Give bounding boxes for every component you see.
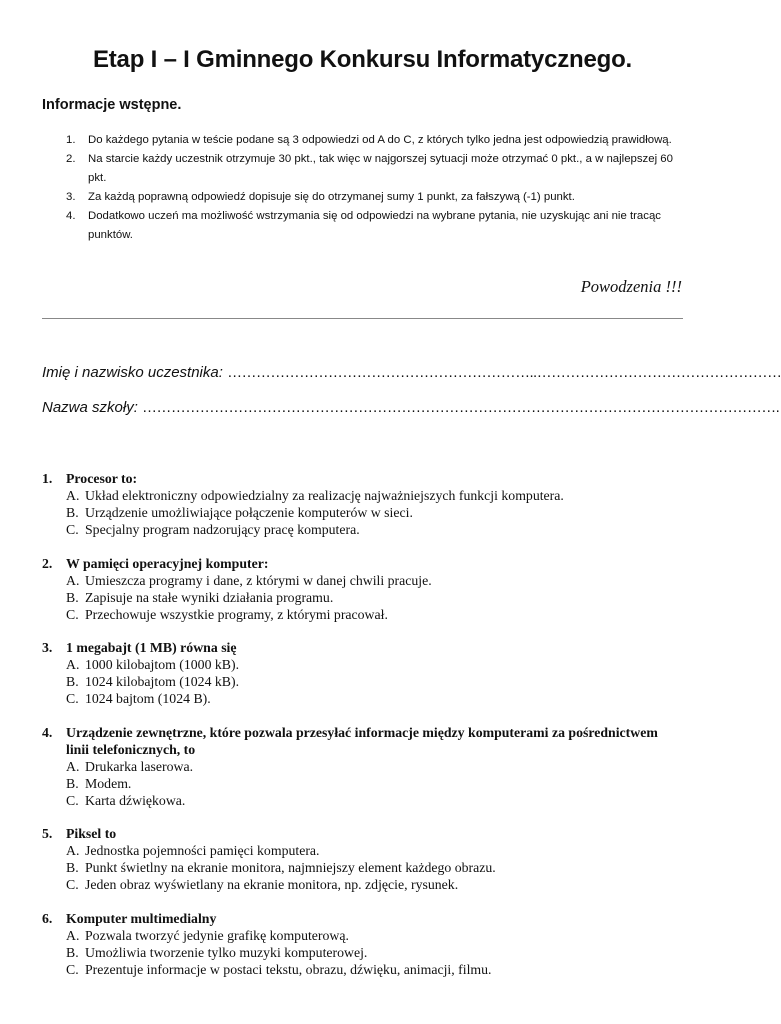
question-number: 4. <box>42 724 53 740</box>
option-letter: C. <box>66 691 79 706</box>
info-item-number: 1. <box>66 134 76 146</box>
good-luck-text: Powodzenia !!! <box>580 277 682 296</box>
option-letter: C. <box>66 961 79 977</box>
page-title: Etap I – I Gminnego Konkursu Informatycznego. <box>92 46 633 73</box>
option-text: Układ elektroniczny odpowiedzialny za realizację najważniejszych funkcji komputera. <box>85 488 564 503</box>
question-text: Piksel to <box>66 826 117 841</box>
school-name-label: Nazwa szkoły: <box>42 399 138 416</box>
info-list <box>62 131 682 245</box>
option-text: Jeden obraz wyświetlany na ekranie monitora, np. zdjęcie, rysunek. <box>85 877 459 892</box>
option-text: 1024 kilobajtom (1024 kB). <box>85 674 240 689</box>
answer-option[interactable] <box>42 606 682 623</box>
answer-option[interactable] <box>42 876 682 893</box>
option-text: Jednostka pojemności pamięci komputera. <box>85 843 320 858</box>
question-list <box>42 470 682 994</box>
answer-option[interactable] <box>42 775 682 792</box>
option-text: Przechowuje wszystkie programy, z którymi pracował. <box>85 606 388 622</box>
info-heading: Informacje wstępne. <box>42 97 182 113</box>
info-item <box>62 131 682 150</box>
option-text: Zapisuje na stałe wyniki działania programu. <box>85 589 334 605</box>
option-letter: B. <box>66 505 79 520</box>
answer-option[interactable] <box>42 758 682 775</box>
question-text: Urządzenie zewnętrzne, które pozwala przesyłać informacje między komputerami za pośrednictwem linii telefonicznych, to <box>66 724 658 757</box>
option-letter: C. <box>66 606 79 622</box>
answer-option[interactable] <box>42 944 682 961</box>
divider <box>42 318 683 319</box>
question <box>42 724 682 809</box>
participant-name-blank[interactable]: ………………………………………………………..…………………………………………… <box>227 364 781 381</box>
info-item-number: 4. <box>66 210 76 222</box>
info-item <box>62 207 682 245</box>
option-text: Urządzenie umożliwiające połączenie komputerów w sieci. <box>85 505 413 520</box>
option-text: Umożliwia tworzenie tylko muzyki komputerowej. <box>85 944 368 960</box>
option-letter: A. <box>66 657 80 672</box>
option-text: Umieszcza programy i dane, z którymi w danej chwili pracuje. <box>85 572 432 588</box>
option-letter: B. <box>66 944 79 960</box>
option-text: Pozwala tworzyć jedynie grafikę komputerową. <box>85 927 349 943</box>
answer-option[interactable] <box>42 521 682 538</box>
answer-option[interactable] <box>42 961 682 978</box>
question <box>42 470 682 538</box>
option-letter: B. <box>66 589 79 605</box>
info-item <box>62 150 682 188</box>
participant-name-field[interactable] <box>42 364 781 381</box>
question-number: 6. <box>42 910 53 926</box>
option-letter: B. <box>66 860 79 875</box>
info-item-text: Na starcie każdy uczestnik otrzymuje 30 pkt., tak więc w najgorszej sytuacji może otrzymać 0 pkt., a w najlepszej 60 pkt. <box>88 153 673 184</box>
school-name-blank[interactable]: ……………………………………………………………………………………………………………………. <box>142 399 780 416</box>
answer-option[interactable] <box>42 842 682 859</box>
question-number: 1. <box>42 471 53 486</box>
answer-option[interactable] <box>42 504 682 521</box>
option-text: 1024 bajtom (1024 B). <box>85 691 211 706</box>
answer-option[interactable] <box>42 656 682 673</box>
question <box>42 555 682 623</box>
answer-option[interactable] <box>42 792 682 809</box>
answer-option[interactable] <box>42 487 682 504</box>
info-item-number: 3. <box>66 191 76 203</box>
answer-option[interactable] <box>42 589 682 606</box>
info-item <box>62 188 682 207</box>
option-text: Drukarka laserowa. <box>85 758 194 774</box>
info-item-number: 2. <box>66 153 76 165</box>
option-letter: A. <box>66 758 80 774</box>
option-letter: A. <box>66 572 80 588</box>
question <box>42 639 682 707</box>
option-letter: C. <box>66 792 79 808</box>
option-text: Punkt świetlny na ekranie monitora, najmniejszy element każdego obrazu. <box>85 860 496 875</box>
question-text: Procesor to: <box>66 471 138 486</box>
option-text: Specjalny program nadzorujący pracę komputera. <box>85 522 360 537</box>
info-item-text: Do każdego pytania w teście podane są 3 odpowiedzi od A do C, z których tylko jedna jest odpowiedzią prawidłową. <box>88 134 672 146</box>
option-text: 1000 kilobajtom (1000 kB). <box>85 657 240 672</box>
question-number: 5. <box>42 826 53 841</box>
option-letter: B. <box>66 775 79 791</box>
answer-option[interactable] <box>42 927 682 944</box>
question-number: 2. <box>42 555 53 571</box>
answer-option[interactable] <box>42 572 682 589</box>
option-letter: C. <box>66 522 79 537</box>
option-text: Karta dźwiękowa. <box>85 792 186 808</box>
question <box>42 910 682 978</box>
answer-option[interactable] <box>42 859 682 876</box>
school-name-field[interactable] <box>42 399 780 416</box>
question <box>42 825 682 893</box>
option-letter: C. <box>66 877 79 892</box>
option-letter: A. <box>66 843 80 858</box>
question-text: 1 megabajt (1 MB) równa się <box>66 640 237 655</box>
answer-option[interactable] <box>42 690 682 707</box>
option-text: Modem. <box>85 775 132 791</box>
info-item-text: Dodatkowo uczeń ma możliwość wstrzymania się od odpowiedzi na wybrane pytania, nie uzyskując ani nie tracąc punktów. <box>88 210 661 241</box>
participant-name-label: Imię i nazwisko uczestnika: <box>42 364 223 381</box>
option-letter: B. <box>66 674 79 689</box>
info-item-text: Za każdą poprawną odpowiedź dopisuje się do otrzymanej sumy 1 punkt, za fałszywą (-1) punkt. <box>88 191 575 203</box>
question-text: W pamięci operacyjnej komputer: <box>66 555 269 571</box>
question-text: Komputer multimedialny <box>66 910 217 926</box>
answer-option[interactable] <box>42 673 682 690</box>
option-letter: A. <box>66 488 80 503</box>
question-number: 3. <box>42 640 53 655</box>
option-text: Prezentuje informacje w postaci tekstu, obrazu, dźwięku, animacji, filmu. <box>85 961 492 977</box>
option-letter: A. <box>66 927 80 943</box>
